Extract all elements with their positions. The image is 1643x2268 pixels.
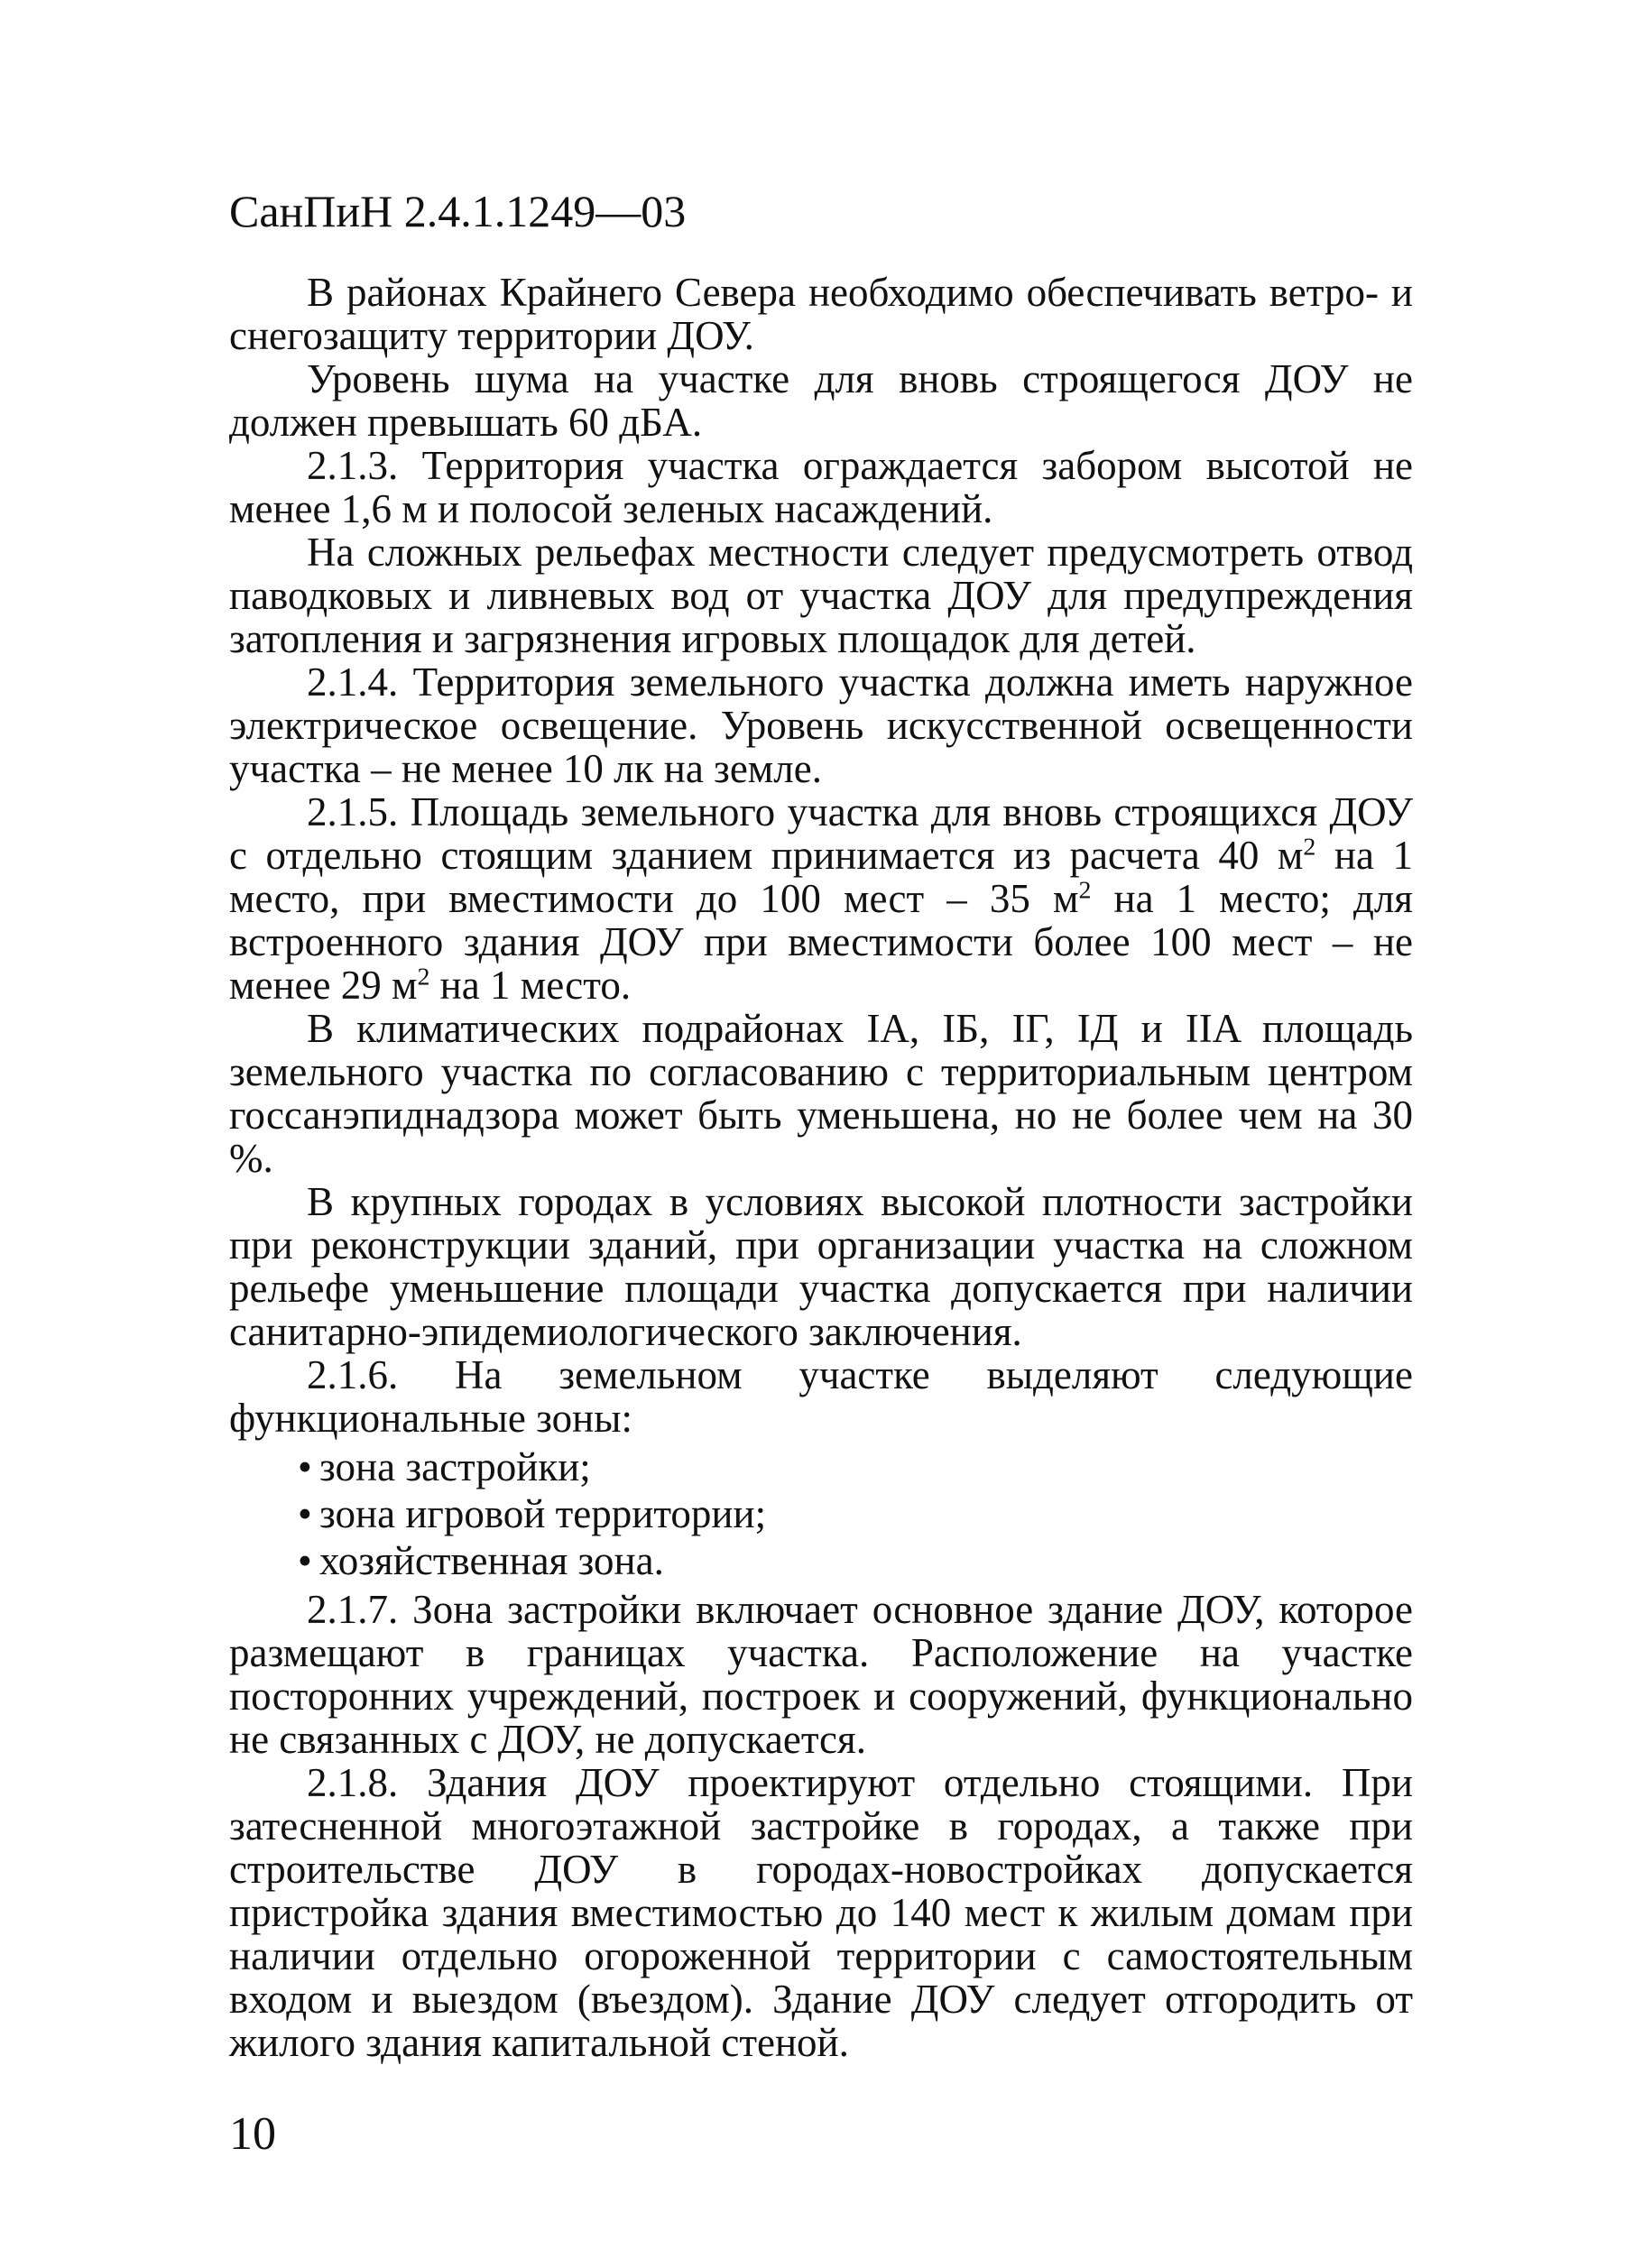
- list-item-text: зона застройки;: [319, 1444, 591, 1489]
- paragraph-2-1-5-part-2: на 1 место, при вместимости до 100 мест – 35 м: [229, 833, 1413, 921]
- body-text: [229, 271, 1413, 2064]
- paragraph-2-1-5-part-1: 2.1.5. Площадь земельного участка для вновь строящихся ДОУ с отдельно стоящим зданием принимается из расчета 40 м: [229, 789, 1413, 878]
- paragraph-noise-level: Уровень шума на участке для вновь строящегося ДОУ не должен превышать 60 дБА.: [229, 356, 1413, 445]
- superscript-2: 2: [1078, 876, 1092, 905]
- paragraph-2-1-8: 2.1.8. Здания ДОУ проектируют отдельно стоящими. При затесненной многоэтажной застройке в городах, а также при строительстве ДОУ в городах-новостройках допускается пристройка здания вместимостью до 140 мест к жилым домам при наличии отдельно огороженной территории с самостоятельным входом и выездом (въездом). Здание ДОУ следует отгородить от жилого здания капитальной стеной.: [229, 1760, 1413, 2065]
- paragraph-2-1-3: 2.1.3. Территория участка ограждается забором высотой не менее 1,6 м и полосой зеленых насаждений.: [229, 443, 1413, 531]
- paragraph-2-1-5-part-3: на 1 место; для встроенного здания ДОУ при вместимости более 100 мест – не менее 29 м: [229, 876, 1413, 1008]
- bullet-icon: •: [298, 1444, 312, 1489]
- list-item-text: зона игровой территории;: [319, 1491, 767, 1536]
- paragraph-2-1-7: 2.1.7. Зона застройки включает основное здание ДОУ, которое размещают в границах участка. Расположение на участке посторонних учреждений, построек и сооружений, функционально не связанных с ДОУ, не допускается.: [229, 1587, 1413, 1762]
- paragraph-2-1-5-part-4: на 1 место.: [429, 963, 632, 1008]
- list-item-text: хозяйственная зона.: [319, 1538, 664, 1583]
- page-number: 10: [229, 2108, 276, 2160]
- list-item: [229, 1492, 1413, 1535]
- paragraph-large-cities: В крупных городах в условиях высокой плотности застройки при реконструкции зданий, при организации участка на сложном рельефе уменьшение площади участка допускается при наличии санитарно-эпидемиологического заключения.: [229, 1179, 1413, 1354]
- paragraph-2-1-4: 2.1.4. Территория земельного участка должна иметь наружное электрическое освещение. Уровень искусственной освещенности участка – не менее 10 лк на земле.: [229, 659, 1413, 791]
- paragraph-2-1-6: 2.1.6. На земельном участке выделяют следующие функциональные зоны:: [229, 1352, 1413, 1441]
- list-item: [229, 1539, 1413, 1582]
- paragraph-drainage: На сложных рельефах местности следует предусмотреть отвод паводковых и ливневых вод от участка ДОУ для предупреждения затопления и загрязнения игровых площадок для детей.: [229, 530, 1413, 661]
- bullet-icon: •: [298, 1491, 312, 1536]
- paragraph-climate-subregions: В климатических подрайонах IA, IБ, IГ, IД и IIA площадь земельного участка по согласованию с территориальным центром госсанэпиднадзора может быть уменьшена, но не более чем на 30 %.: [229, 1006, 1413, 1181]
- bullet-icon: •: [298, 1538, 312, 1583]
- list-item: [229, 1445, 1413, 1489]
- superscript-2: 2: [1303, 833, 1316, 862]
- paragraph-2-1-5: [229, 790, 1413, 1007]
- paragraph-north-protection: В районах Крайнего Севера необходимо обеспечивать ветро- и снегозащиту территории ДОУ.: [229, 270, 1413, 358]
- superscript-2: 2: [417, 963, 430, 991]
- zones-list: [229, 1445, 1413, 1582]
- running-head: СанПиН 2.4.1.1249—03: [229, 186, 687, 236]
